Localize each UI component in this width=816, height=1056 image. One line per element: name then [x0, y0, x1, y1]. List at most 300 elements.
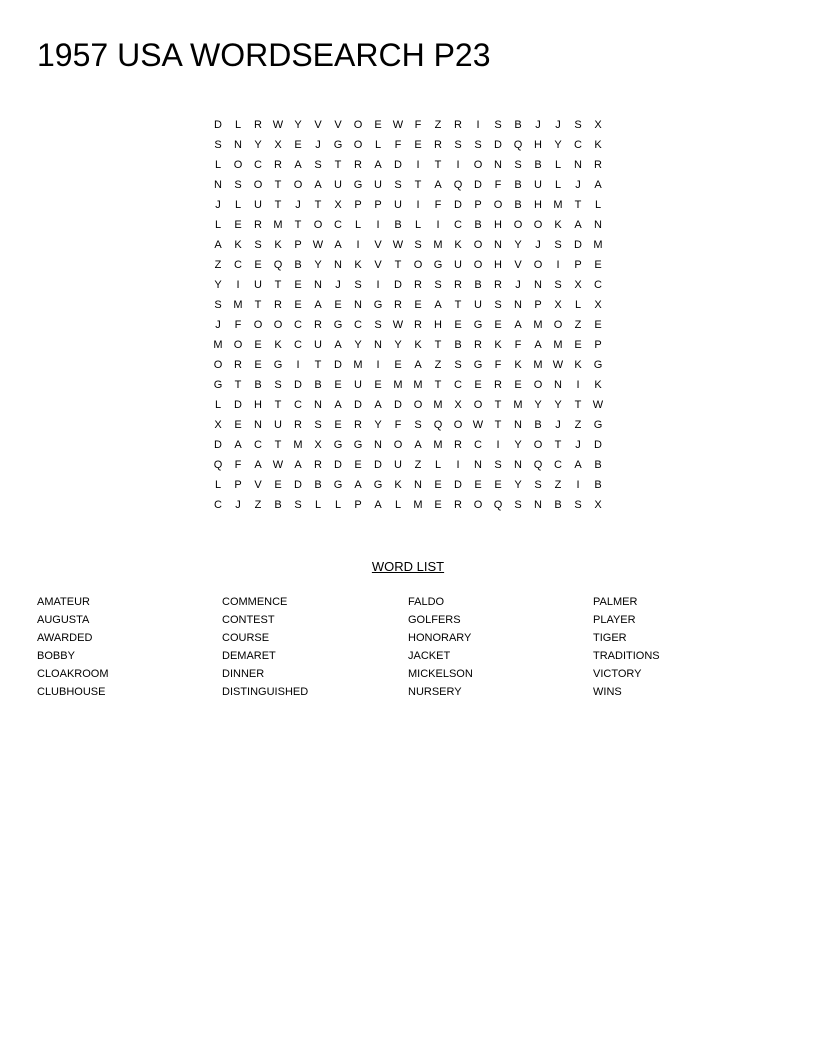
grid-letter: E	[474, 379, 482, 391]
grid-letter: W	[272, 459, 284, 471]
grid-letter: L	[214, 219, 222, 231]
grid-letter: D	[494, 139, 502, 151]
grid-letter: P	[594, 339, 602, 351]
grid-letter: B	[474, 279, 482, 291]
grid-letter: S	[214, 139, 222, 151]
grid-letter: F	[494, 359, 502, 371]
grid-letter: M	[513, 399, 523, 411]
grid-letter: W	[272, 119, 284, 131]
grid-letter: O	[313, 219, 323, 231]
page-title: 1957 USA WORDSEARCH P23	[37, 37, 491, 73]
word-list-item: CONTEST	[222, 614, 275, 626]
grid-letter: L	[334, 499, 342, 511]
grid-letter: B	[514, 119, 522, 131]
grid-letter: K	[514, 359, 522, 371]
grid-letter: Y	[214, 279, 222, 291]
word-list-item: FALDO	[408, 596, 445, 608]
grid-letter: E	[294, 279, 302, 291]
grid-letter: T	[574, 399, 582, 411]
grid-letter: O	[353, 139, 363, 151]
grid-letter: S	[414, 239, 422, 251]
grid-letter: X	[594, 119, 602, 131]
grid-letter: S	[474, 139, 482, 151]
grid-letter: N	[594, 219, 602, 231]
grid-letter: E	[414, 139, 422, 151]
grid-letter: V	[374, 239, 382, 251]
grid-letter: O	[213, 359, 223, 371]
grid-letter: Z	[554, 479, 562, 491]
grid-letter: T	[554, 439, 562, 451]
grid-letter: N	[214, 179, 222, 191]
word-list-item: TRADITIONS	[593, 650, 660, 662]
grid-letter: A	[434, 299, 442, 311]
grid-letter: A	[294, 159, 302, 171]
grid-letter: S	[574, 119, 582, 131]
grid-letter: W	[312, 239, 324, 251]
grid-letter: E	[294, 299, 302, 311]
grid-letter: M	[433, 239, 443, 251]
grid-letter: P	[374, 199, 382, 211]
grid-letter: A	[434, 179, 442, 191]
grid-letter: T	[234, 379, 242, 391]
grid-letter: Y	[374, 419, 382, 431]
grid-letter: T	[274, 399, 282, 411]
grid-letter: R	[254, 219, 262, 231]
grid-letter: E	[374, 379, 382, 391]
word-list-item: PLAYER	[593, 614, 636, 626]
grid-letter: A	[374, 399, 382, 411]
grid-letter: E	[474, 479, 482, 491]
grid-letter: Y	[314, 259, 322, 271]
grid-letter: L	[554, 159, 562, 171]
grid-letter: A	[374, 159, 382, 171]
grid-letter: F	[394, 139, 402, 151]
grid-letter: A	[294, 459, 302, 471]
grid-letter: L	[394, 499, 402, 511]
grid-letter: C	[354, 319, 362, 331]
grid-letter: A	[574, 219, 582, 231]
grid-letter: N	[234, 139, 242, 151]
grid-letter: T	[494, 399, 502, 411]
grid-letter: J	[335, 279, 341, 291]
grid-letter: U	[254, 279, 262, 291]
grid-letter: Z	[574, 319, 582, 331]
grid-letter: I	[416, 159, 420, 171]
grid-letter: S	[494, 459, 502, 471]
grid-letter: A	[414, 359, 422, 371]
grid-letter: L	[314, 499, 322, 511]
grid-letter: C	[454, 379, 462, 391]
grid-letter: D	[234, 399, 242, 411]
grid-letter: O	[513, 219, 523, 231]
grid-letter: B	[514, 179, 522, 191]
grid-letter: J	[295, 199, 301, 211]
grid-letter: W	[392, 319, 404, 331]
grid-letter: T	[434, 339, 442, 351]
grid-letter: O	[353, 119, 363, 131]
grid-letter: S	[354, 279, 362, 291]
grid-letter: E	[374, 119, 382, 131]
grid-letter: M	[553, 339, 563, 351]
grid-letter: R	[494, 379, 502, 391]
grid-letter: S	[514, 499, 522, 511]
grid-letter: H	[254, 399, 262, 411]
grid-letter: R	[354, 159, 362, 171]
grid-letter: O	[533, 219, 543, 231]
grid-letter: I	[416, 199, 420, 211]
grid-letter: E	[274, 479, 282, 491]
grid-letter: T	[494, 419, 502, 431]
grid-letter: P	[474, 199, 482, 211]
grid-letter: C	[574, 139, 582, 151]
grid-letter: G	[333, 479, 343, 491]
grid-letter: E	[354, 459, 362, 471]
grid-letter: L	[434, 459, 442, 471]
grid-letter: C	[234, 259, 242, 271]
grid-letter: L	[594, 199, 602, 211]
grid-letter: I	[296, 359, 300, 371]
grid-letter: R	[454, 279, 462, 291]
grid-letter: G	[333, 139, 343, 151]
grid-letter: L	[374, 139, 382, 151]
grid-letter: R	[294, 419, 302, 431]
grid-letter: Q	[273, 259, 283, 271]
grid-letter: L	[554, 179, 562, 191]
grid-letter: C	[254, 159, 262, 171]
grid-letter: K	[274, 339, 282, 351]
grid-letter: P	[354, 499, 362, 511]
grid-letter: B	[534, 419, 542, 431]
grid-letter: I	[456, 459, 460, 471]
grid-letter: O	[493, 199, 503, 211]
grid-letter: P	[354, 199, 362, 211]
grid-letter: M	[433, 439, 443, 451]
grid-letter: E	[394, 359, 402, 371]
grid-letter: R	[314, 459, 322, 471]
grid-letter: H	[534, 199, 542, 211]
grid-letter: J	[555, 119, 561, 131]
grid-letter: O	[533, 439, 543, 451]
word-list-item: NURSERY	[408, 686, 462, 698]
grid-letter: H	[494, 219, 502, 231]
grid-letter: U	[374, 179, 382, 191]
grid-letter: I	[556, 259, 560, 271]
grid-letter: G	[473, 319, 483, 331]
grid-letter: N	[514, 459, 522, 471]
grid-letter: B	[594, 479, 602, 491]
grid-letter: E	[434, 499, 442, 511]
grid-letter: E	[254, 339, 262, 351]
grid-letter: K	[274, 239, 282, 251]
grid-letter: D	[394, 279, 402, 291]
grid-letter: J	[215, 319, 221, 331]
grid-letter: Z	[434, 359, 442, 371]
grid-letter: J	[575, 439, 581, 451]
grid-letter: B	[294, 259, 302, 271]
grid-letter: N	[474, 459, 482, 471]
grid-letter: Q	[433, 419, 443, 431]
grid-letter: S	[274, 379, 282, 391]
grid-letter: F	[514, 339, 522, 351]
letter-grid	[208, 115, 608, 515]
grid-letter: T	[334, 159, 342, 171]
grid-letter: S	[294, 499, 302, 511]
grid-letter: L	[234, 199, 242, 211]
grid-letter: D	[394, 399, 402, 411]
grid-letter: D	[374, 459, 382, 471]
grid-letter: E	[254, 359, 262, 371]
word-list-column-2	[222, 593, 308, 701]
grid-letter: M	[593, 239, 603, 251]
grid-letter: N	[534, 279, 542, 291]
grid-letter: V	[374, 259, 382, 271]
grid-letter: S	[234, 179, 242, 191]
grid-letter: C	[594, 279, 602, 291]
grid-letter: T	[254, 299, 262, 311]
grid-letter: E	[514, 379, 522, 391]
grid-letter: K	[354, 259, 362, 271]
word-list-item: VICTORY	[593, 668, 642, 680]
grid-letter: C	[294, 319, 302, 331]
grid-letter: Z	[214, 259, 222, 271]
grid-letter: R	[414, 279, 422, 291]
grid-letter: G	[353, 179, 363, 191]
grid-letter: Z	[434, 119, 442, 131]
grid-letter: E	[334, 299, 342, 311]
grid-letter: A	[214, 239, 222, 251]
grid-letter: B	[274, 499, 282, 511]
grid-letter: T	[314, 199, 322, 211]
word-list-item: BOBBY	[37, 650, 75, 662]
grid-letter: W	[392, 119, 404, 131]
grid-letter: Q	[493, 499, 503, 511]
grid-letter: K	[554, 219, 562, 231]
grid-letter: T	[274, 199, 282, 211]
grid-letter: R	[314, 319, 322, 331]
grid-letter: O	[273, 319, 283, 331]
grid-letter: S	[534, 479, 542, 491]
grid-letter: D	[454, 199, 462, 211]
grid-letter: C	[294, 339, 302, 351]
grid-letter: A	[334, 399, 342, 411]
grid-letter: L	[414, 219, 422, 231]
grid-letter: E	[254, 259, 262, 271]
grid-letter: Y	[514, 239, 522, 251]
grid-letter: A	[374, 499, 382, 511]
grid-letter: P	[534, 299, 542, 311]
grid-letter: T	[434, 159, 442, 171]
grid-letter: R	[474, 339, 482, 351]
grid-letter: T	[434, 379, 442, 391]
grid-letter: F	[434, 199, 442, 211]
grid-letter: I	[356, 239, 360, 251]
grid-letter: E	[234, 419, 242, 431]
grid-letter: K	[594, 379, 602, 391]
grid-letter: S	[414, 419, 422, 431]
grid-letter: O	[293, 179, 303, 191]
grid-letter: N	[494, 239, 502, 251]
grid-letter: R	[354, 419, 362, 431]
grid-letter: W	[552, 359, 564, 371]
grid-letter: R	[254, 119, 262, 131]
grid-letter: G	[373, 299, 383, 311]
grid-letter: L	[214, 479, 222, 491]
grid-letter: V	[254, 479, 262, 491]
grid-letter: F	[414, 119, 422, 131]
grid-letter: Z	[574, 419, 582, 431]
grid-letter: F	[234, 459, 242, 471]
grid-letter: S	[514, 159, 522, 171]
grid-letter: B	[594, 459, 602, 471]
grid-letter: N	[314, 279, 322, 291]
word-list-item: TIGER	[593, 632, 627, 644]
grid-letter: M	[393, 379, 403, 391]
grid-letter: D	[334, 359, 342, 371]
grid-letter: R	[454, 119, 462, 131]
grid-letter: H	[494, 259, 502, 271]
grid-letter: T	[274, 179, 282, 191]
word-list-item: AMATEUR	[37, 596, 90, 608]
grid-letter: K	[414, 339, 422, 351]
grid-letter: D	[394, 159, 402, 171]
grid-letter: B	[454, 339, 462, 351]
grid-letter: J	[575, 179, 581, 191]
grid-letter: Q	[533, 459, 543, 471]
grid-letter: R	[494, 279, 502, 291]
grid-letter: B	[314, 479, 322, 491]
word-list-item: AUGUSTA	[37, 614, 90, 626]
grid-letter: L	[214, 159, 222, 171]
grid-letter: E	[434, 479, 442, 491]
grid-letter: Q	[213, 459, 223, 471]
grid-letter: M	[353, 359, 363, 371]
grid-letter: A	[594, 179, 602, 191]
grid-letter: I	[436, 219, 440, 231]
grid-letter: E	[334, 419, 342, 431]
grid-letter: T	[574, 199, 582, 211]
grid-letter: K	[454, 239, 462, 251]
grid-letter: A	[314, 179, 322, 191]
grid-letter: D	[294, 479, 302, 491]
grid-letter: V	[334, 119, 342, 131]
grid-letter: D	[334, 459, 342, 471]
word-list-item: CLOAKROOM	[37, 668, 109, 680]
grid-letter: M	[413, 499, 423, 511]
grid-letter: E	[494, 319, 502, 331]
grid-letter: E	[234, 219, 242, 231]
grid-letter: J	[215, 199, 221, 211]
grid-letter: I	[476, 119, 480, 131]
word-list-heading: WORD LIST	[371, 559, 445, 574]
grid-letter: S	[574, 499, 582, 511]
grid-letter: I	[376, 359, 380, 371]
grid-letter: O	[233, 159, 243, 171]
grid-letter: T	[394, 259, 402, 271]
grid-letter: A	[574, 459, 582, 471]
grid-letter: S	[454, 359, 462, 371]
grid-letter: N	[374, 339, 382, 351]
grid-letter: V	[314, 119, 322, 131]
grid-letter: B	[514, 199, 522, 211]
grid-letter: N	[534, 499, 542, 511]
grid-letter: B	[254, 379, 262, 391]
word-list-item: DEMARET	[222, 650, 276, 662]
grid-letter: Y	[254, 139, 262, 151]
grid-letter: S	[394, 179, 402, 191]
grid-letter: Y	[534, 399, 542, 411]
grid-letter: P	[294, 239, 302, 251]
grid-letter: T	[274, 439, 282, 451]
grid-letter: R	[434, 139, 442, 151]
grid-letter: P	[574, 259, 582, 271]
grid-letter: D	[574, 239, 582, 251]
grid-letter: G	[373, 479, 383, 491]
grid-letter: B	[554, 499, 562, 511]
grid-letter: R	[454, 439, 462, 451]
grid-letter: X	[574, 279, 582, 291]
grid-letter: U	[474, 299, 482, 311]
grid-letter: D	[594, 439, 602, 451]
grid-letter: L	[214, 399, 222, 411]
grid-letter: T	[294, 219, 302, 231]
grid-letter: J	[535, 239, 541, 251]
word-list-column-1	[37, 593, 109, 701]
grid-letter: Y	[294, 119, 302, 131]
grid-letter: Y	[514, 479, 522, 491]
word-list-item: DINNER	[222, 668, 265, 680]
grid-letter: S	[314, 159, 322, 171]
grid-letter: A	[534, 339, 542, 351]
grid-letter: K	[234, 239, 242, 251]
grid-letter: F	[234, 319, 242, 331]
grid-letter: U	[254, 199, 262, 211]
grid-letter: D	[474, 179, 482, 191]
grid-letter: N	[354, 299, 362, 311]
grid-letter: F	[494, 179, 502, 191]
grid-letter: R	[274, 159, 282, 171]
grid-letter: C	[334, 219, 342, 231]
grid-letter: C	[214, 499, 222, 511]
grid-letter: U	[274, 419, 282, 431]
grid-letter: M	[533, 359, 543, 371]
grid-letter: S	[454, 139, 462, 151]
grid-letter: C	[454, 219, 462, 231]
grid-letter: U	[314, 339, 322, 351]
grid-letter: X	[314, 439, 322, 451]
grid-letter: P	[234, 479, 242, 491]
grid-letter: A	[354, 479, 362, 491]
grid-letter: X	[334, 199, 342, 211]
grid-letter: N	[314, 399, 322, 411]
grid-letter: G	[593, 359, 603, 371]
grid-letter: X	[554, 299, 562, 311]
grid-letter: Y	[554, 399, 562, 411]
grid-letter: X	[274, 139, 282, 151]
grid-letter: M	[273, 219, 283, 231]
grid-letter: A	[314, 299, 322, 311]
word-list-item: AWARDED	[37, 632, 93, 644]
grid-letter: E	[574, 339, 582, 351]
word-list-item: COMMENCE	[222, 596, 288, 608]
grid-letter: B	[474, 219, 482, 231]
grid-letter: S	[494, 299, 502, 311]
word-list-column-3	[408, 593, 473, 701]
grid-letter: S	[254, 239, 262, 251]
grid-letter: A	[414, 439, 422, 451]
grid-letter: O	[253, 179, 263, 191]
grid-letter: T	[414, 179, 422, 191]
grid-letter: O	[553, 319, 563, 331]
